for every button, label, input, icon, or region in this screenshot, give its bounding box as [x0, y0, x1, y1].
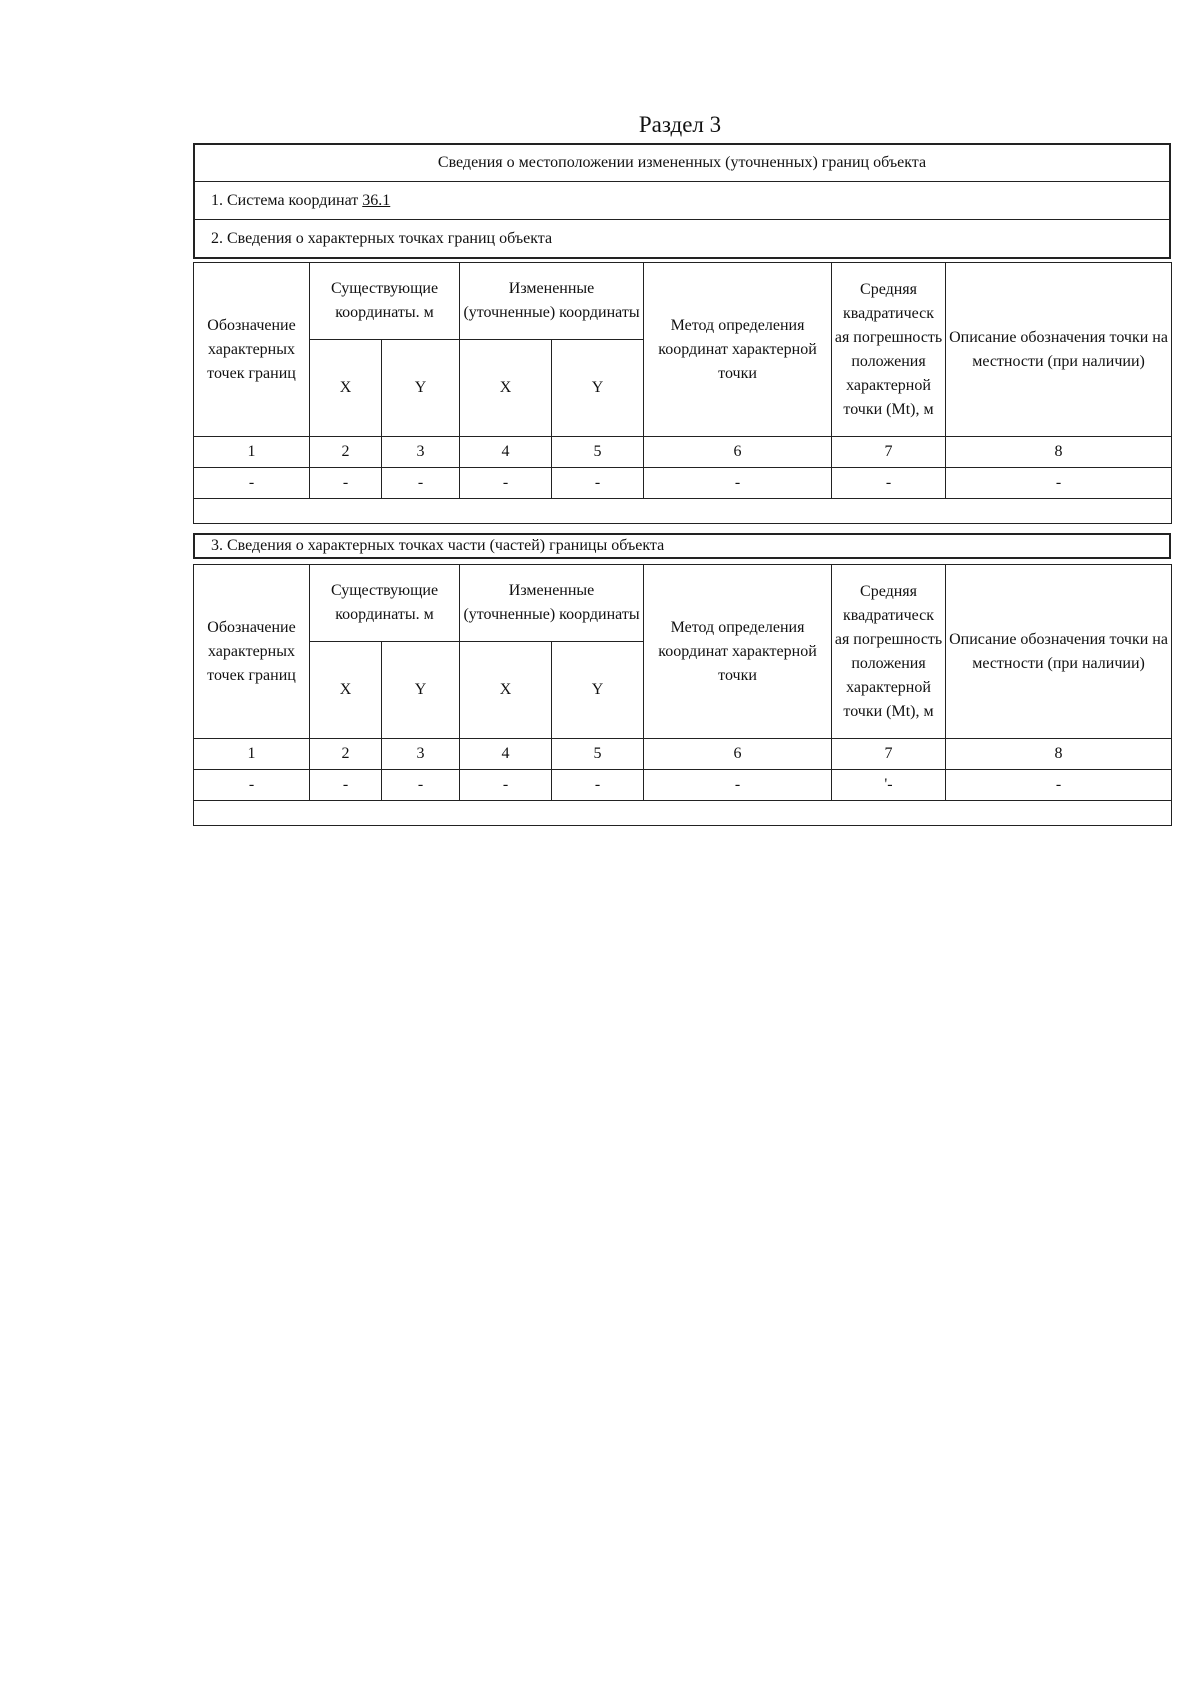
header-error	[832, 565, 946, 739]
table-row	[194, 770, 1172, 801]
coordinate-system-label: 1. Система координат	[211, 192, 363, 209]
header-changed-text: Измененные (уточненные) координаты	[463, 280, 640, 321]
section3-title: 3. Сведения о характерных точках части (частей) границы объекта	[193, 533, 1171, 559]
boundary-info-block	[193, 143, 1171, 259]
empty-row	[194, 499, 1172, 524]
boundary-points-table	[193, 262, 1172, 524]
header-changed-y: Y	[552, 642, 644, 739]
section2-title: 2. Сведения о характерных точках границ объекта	[195, 219, 1169, 257]
header-existing-x: X	[310, 340, 382, 437]
table-cell: -	[832, 468, 946, 499]
header-designation	[194, 263, 310, 437]
table-cell: -	[552, 770, 644, 801]
coordinate-system-value: 36.1	[362, 192, 391, 209]
header-changed-text: Измененные (уточненные) координаты	[463, 582, 640, 623]
header-existing-x: X	[310, 642, 382, 739]
column-number: 4	[460, 437, 552, 468]
table-row	[194, 468, 1172, 499]
header-existing-text: Существующие координаты. м	[330, 280, 439, 321]
table-cell: -	[194, 770, 310, 801]
column-number: 4	[460, 739, 552, 770]
header-changed	[460, 565, 644, 642]
part-boundary-points-table	[193, 564, 1172, 826]
table-cell: -	[460, 468, 552, 499]
header-description	[946, 263, 1172, 437]
header-method-text: Метод определения координат характерной точки	[658, 316, 817, 382]
column-number: 6	[644, 739, 832, 770]
table-cell: -	[382, 770, 460, 801]
header-existing-y: Y	[382, 642, 460, 739]
header-description-text: Описание обозначения точки на местности (при наличии)	[949, 630, 1168, 672]
table-cell: -	[644, 468, 832, 499]
column-number: 5	[552, 739, 644, 770]
header-changed-x: X	[460, 642, 552, 739]
column-number: 1	[194, 739, 310, 770]
table-cell: -	[310, 770, 382, 801]
header-error-text: Средняя квадратическ ая погрешность положения характерной точки (Mt), м	[834, 280, 943, 418]
column-number: 2	[310, 739, 382, 770]
table-cell: -	[946, 468, 1172, 499]
column-number: 3	[382, 437, 460, 468]
coordinate-system-row	[195, 181, 1169, 219]
column-number: 8	[946, 739, 1172, 770]
column-number: 2	[310, 437, 382, 468]
empty-cell	[194, 499, 1172, 524]
header-designation-text: Обозначение характерных точек границ	[207, 316, 296, 382]
header-existing-y: Y	[382, 340, 460, 437]
header-method-text: Метод определения координат характерной точки	[658, 618, 817, 684]
header-description	[946, 565, 1172, 739]
column-number: 7	[832, 739, 946, 770]
header-changed	[460, 263, 644, 340]
column-number: 7	[832, 437, 946, 468]
boundary-info-heading: Сведения о местоположении измененных (уточненных) границ объекта	[437, 154, 927, 171]
header-changed-x: X	[460, 340, 552, 437]
header-method	[644, 263, 832, 437]
column-number-row	[194, 739, 1172, 770]
empty-cell	[194, 801, 1172, 826]
table-cell: -	[460, 770, 552, 801]
table-cell: -	[310, 468, 382, 499]
header-existing-text: Существующие координаты. м	[330, 582, 439, 623]
table-cell: '-	[832, 770, 946, 801]
table-cell: -	[194, 468, 310, 499]
column-number: 5	[552, 437, 644, 468]
table-cell: -	[552, 468, 644, 499]
table-cell: -	[382, 468, 460, 499]
header-description-text: Описание обозначения точки на местности (при наличии)	[949, 328, 1168, 370]
table-cell: -	[644, 770, 832, 801]
column-number-row	[194, 437, 1172, 468]
header-designation-text: Обозначение характерных точек границ	[207, 618, 296, 684]
header-designation	[194, 565, 310, 739]
column-number: 3	[382, 739, 460, 770]
page-title: Раздел 3	[638, 112, 722, 137]
header-method	[644, 565, 832, 739]
empty-row	[194, 801, 1172, 826]
column-number: 6	[644, 437, 832, 468]
header-changed-y: Y	[552, 340, 644, 437]
header-error-text: Средняя квадратическ ая погрешность положения характерной точки (Mt), м	[834, 582, 943, 720]
header-error	[832, 263, 946, 437]
table-cell: -	[946, 770, 1172, 801]
column-number: 1	[194, 437, 310, 468]
header-existing	[310, 263, 460, 340]
header-existing	[310, 565, 460, 642]
column-number: 8	[946, 437, 1172, 468]
